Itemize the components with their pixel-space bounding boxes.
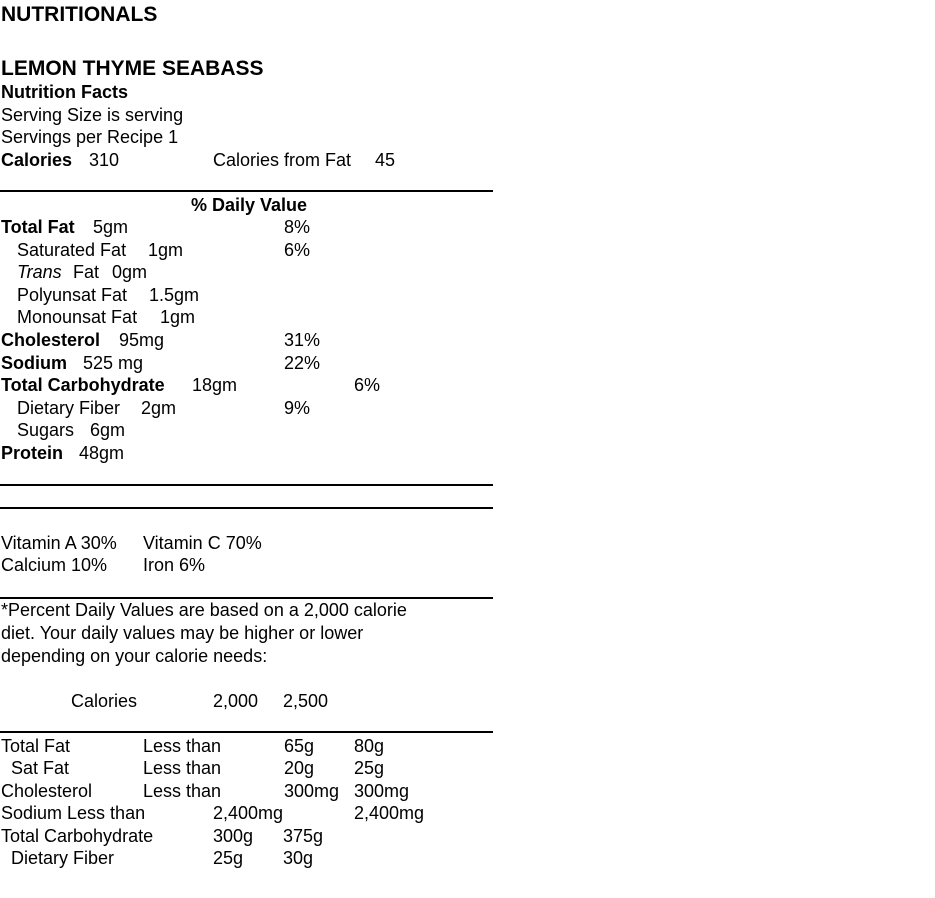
iron: Iron 6% <box>143 555 206 575</box>
reference-row-qualifier: Less than <box>143 758 222 778</box>
divider <box>0 507 493 509</box>
reference-col-2000: 2,000 <box>213 691 259 711</box>
protein-label: Protein <box>1 443 64 463</box>
footnote-line: diet. Your daily values may be higher or lower <box>1 623 364 643</box>
sodium-dv: 22% <box>284 353 321 373</box>
monounsat-fat-amount: 1gm <box>160 307 196 327</box>
cholesterol-dv: 31% <box>284 330 321 350</box>
reference-row-name: Sat Fat <box>11 758 70 778</box>
footnote-line: depending on your calorie needs: <box>1 646 268 666</box>
dietary-fiber-dv: 9% <box>284 398 311 418</box>
reference-row-name-dietary-fiber: Dietary Fiber <box>11 848 115 868</box>
total-carbohydrate-label: Total Carbohydrate <box>1 375 165 395</box>
protein-amount: 48gm <box>79 443 125 463</box>
reference-row-2000: 65g <box>284 736 315 756</box>
reference-row-2500: 80g <box>354 736 385 756</box>
sugars-label: Sugars <box>17 420 75 440</box>
reference-col-2500: 2,500 <box>283 691 329 711</box>
calories-label: Calories <box>1 150 73 170</box>
reference-row-qualifier: Less than <box>143 781 222 801</box>
dietary-fiber-label: Dietary Fiber <box>17 398 121 418</box>
reference-row-2500: 30g <box>283 848 314 868</box>
reference-row-2500: 25g <box>354 758 385 778</box>
reference-row-2500: 300mg <box>354 781 410 801</box>
footnote-line: *Percent Daily Values are based on a 2,000 calorie <box>1 600 407 620</box>
calories-from-fat-value: 45 <box>375 150 396 170</box>
reference-row-qualifier: Less than <box>143 736 222 756</box>
calories-from-fat-label: Calories from Fat <box>213 150 352 170</box>
reference-row-name: Total Carbohydrate <box>1 826 154 846</box>
saturated-fat-dv: 6% <box>284 240 311 260</box>
reference-row-2000: 300g <box>213 826 254 846</box>
trans-fat-label: Fat <box>73 262 100 282</box>
reference-row-name: Cholesterol <box>1 781 93 801</box>
total-fat-dv: 8% <box>284 217 311 237</box>
cholesterol-label: Cholesterol <box>1 330 101 350</box>
daily-value-header: % Daily Value <box>191 195 308 215</box>
calcium: Calcium 10% <box>1 555 108 575</box>
divider <box>0 731 493 733</box>
serving-size: Serving Size is serving <box>1 105 184 125</box>
polyunsat-fat-label: Polyunsat Fat <box>17 285 128 305</box>
sodium-label: Sodium <box>1 353 67 373</box>
dietary-fiber-amount: 2gm <box>141 398 177 418</box>
reference-row-2000: 20g <box>284 758 315 778</box>
vitamin-a: Vitamin A 30% <box>1 533 117 553</box>
trans-fat-italic-label: Trans <box>17 262 62 282</box>
calories-value: 310 <box>89 150 120 170</box>
saturated-fat-label: Saturated Fat <box>17 240 127 260</box>
page-header: NUTRITIONALS <box>1 3 158 26</box>
reference-row-2000: 2,400mg <box>213 803 284 823</box>
reference-row-2000: 25g <box>213 848 244 868</box>
total-fat-amount: 5gm <box>93 217 129 237</box>
reference-row-name: Total Fat <box>1 736 71 756</box>
reference-row-2000: 300mg <box>284 781 340 801</box>
reference-row-2500: 2,400mg <box>354 803 425 823</box>
monounsat-fat-label: Monounsat Fat <box>17 307 138 327</box>
divider <box>0 484 493 486</box>
divider <box>0 190 493 192</box>
reference-row-name: Sodium Less than <box>1 803 146 823</box>
saturated-fat-amount: 1gm <box>148 240 184 260</box>
recipe-title: LEMON THYME SEABASS <box>1 57 264 80</box>
total-carbohydrate-dv: 6% <box>354 375 381 395</box>
trans-fat-amount: 0gm <box>112 262 148 282</box>
cholesterol-amount: 95mg <box>119 330 165 350</box>
sodium-amount: 525 mg <box>83 353 144 373</box>
sugars-amount: 6gm <box>90 420 126 440</box>
vitamin-c: Vitamin C 70% <box>143 533 262 553</box>
polyunsat-fat-amount: 1.5gm <box>149 285 200 305</box>
servings-per-recipe: Servings per Recipe 1 <box>1 127 179 147</box>
reference-calories-label: Calories <box>71 691 138 711</box>
reference-row-2500: 375g <box>283 826 324 846</box>
nutrition-facts-title: Nutrition Facts <box>1 82 129 102</box>
total-fat-label: Total Fat <box>1 217 75 237</box>
total-carbohydrate-amount: 18gm <box>192 375 238 395</box>
